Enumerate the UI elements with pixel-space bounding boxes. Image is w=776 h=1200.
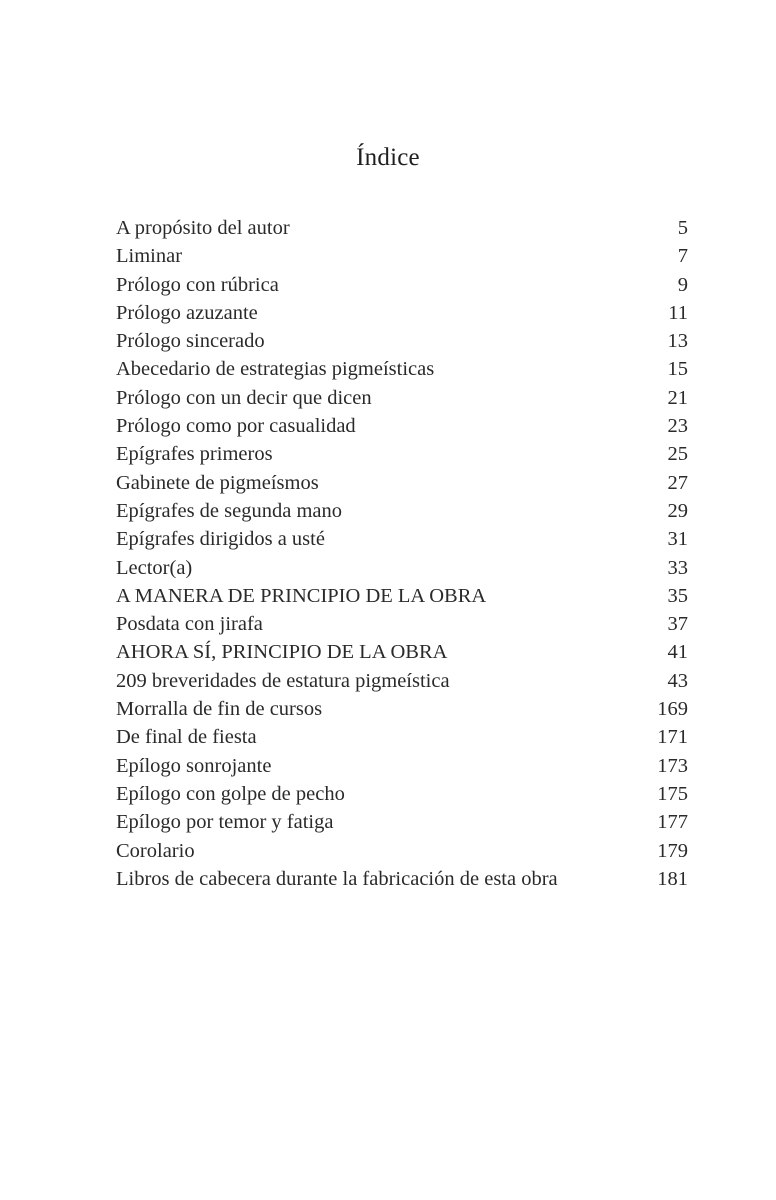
toc-entry xyxy=(116,469,688,497)
page-title: Índice xyxy=(356,144,420,171)
toc-entry-title: Corolario xyxy=(116,839,195,862)
toc-entry xyxy=(116,384,688,412)
toc-entry-page: 177 xyxy=(657,811,688,834)
toc-entry xyxy=(116,695,688,723)
toc-entry xyxy=(116,638,688,666)
toc-entry xyxy=(116,752,688,780)
toc-entry-page: 7 xyxy=(677,245,688,268)
toc-entry-page: 33 xyxy=(667,556,688,579)
toc-entry-page: 5 xyxy=(677,217,688,239)
toc-entry-title: Lector(a) xyxy=(116,556,193,579)
toc-entry-title: Epígrafes primeros xyxy=(116,443,273,466)
toc-entry xyxy=(116,299,688,327)
toc-entry-title: Epígrafes dirigidos a usté xyxy=(116,528,325,551)
toc-entry-title: AHORA SÍ, PRINCIPIO DE LA OBRA xyxy=(116,641,448,664)
toc-entry-title: A MANERA DE PRINCIPIO DE LA OBRA xyxy=(116,584,487,607)
toc-entry xyxy=(116,412,688,440)
toc-entry-title: Morralla de fin de cursos xyxy=(116,698,323,721)
toc-entry xyxy=(116,610,688,638)
toc-entry-title: Prólogo con un decir que dicen xyxy=(116,386,372,409)
toc-entry-title: Prólogo sincerado xyxy=(116,330,265,353)
toc-entry xyxy=(116,865,688,893)
toc-entry-title: Abecedario de estrategias pigmeísticas xyxy=(116,358,435,381)
toc-entry-title: Epílogo con golpe de pecho xyxy=(116,782,345,805)
toc-entry-page: 31 xyxy=(667,528,688,551)
toc-entry-title: Liminar xyxy=(116,245,183,268)
toc-entry-title: Epígrafes de segunda mano xyxy=(116,499,342,522)
toc-entry-page: 23 xyxy=(667,415,688,438)
toc-entry xyxy=(116,355,688,383)
toc-entry xyxy=(116,271,688,299)
toc-entry-page: 169 xyxy=(657,698,688,721)
toc-entry-page: 27 xyxy=(667,471,688,494)
toc-entry-page: 37 xyxy=(667,613,688,636)
toc-entry xyxy=(116,554,688,582)
toc-entry xyxy=(116,440,688,468)
toc-entry-title: De final de fiesta xyxy=(116,726,257,749)
toc-entry xyxy=(116,327,688,355)
toc-entry xyxy=(116,214,688,242)
toc-entry xyxy=(116,723,688,751)
toc-entry-page: 175 xyxy=(657,782,688,805)
toc-entry-title: Epílogo sonrojante xyxy=(116,754,272,777)
toc-entry xyxy=(116,582,688,610)
toc-entry-page: 179 xyxy=(657,839,688,862)
toc-entry-page: 11 xyxy=(668,301,688,324)
toc-entry-page: 171 xyxy=(657,726,688,749)
toc-entry xyxy=(116,497,688,525)
toc-entry-page: 35 xyxy=(667,584,688,607)
toc-entry-page: 173 xyxy=(657,754,688,777)
toc-entry xyxy=(116,525,688,553)
toc-entry-title: 209 breveridades de estatura pigmeística xyxy=(116,669,450,692)
toc-entry-page: 43 xyxy=(667,669,688,692)
toc-entry-title: Prólogo azuzante xyxy=(116,301,258,324)
toc-entry-title: Epílogo por temor y fatiga xyxy=(116,811,334,834)
toc-entry-page: 15 xyxy=(667,358,688,381)
toc-entry-page: 181 xyxy=(657,867,688,890)
toc-entry xyxy=(116,242,688,270)
toc-entry-page: 13 xyxy=(667,330,688,353)
toc-entry-title: Gabinete de pigmeísmos xyxy=(116,471,319,494)
toc-entry xyxy=(116,808,688,836)
toc-entry-title: Prólogo con rúbrica xyxy=(116,273,279,296)
toc-entry xyxy=(116,667,688,695)
toc-entry-title: A propósito del autor xyxy=(116,217,290,239)
toc-entry-page: 41 xyxy=(667,641,688,664)
toc-entry-page: 9 xyxy=(677,273,688,296)
toc-entry xyxy=(116,780,688,808)
toc-entry-title: Libros de cabecera durante la fabricación de esta obra xyxy=(116,867,558,890)
toc-entry-title: Prólogo como por casualidad xyxy=(116,415,356,438)
toc-entry-page: 21 xyxy=(667,386,688,409)
toc-entry-page: 25 xyxy=(667,443,688,466)
table-of-contents xyxy=(116,214,688,893)
toc-entry xyxy=(116,837,688,865)
toc-entry-page: 29 xyxy=(667,499,688,522)
toc-entry-title: Posdata con jirafa xyxy=(116,613,263,636)
